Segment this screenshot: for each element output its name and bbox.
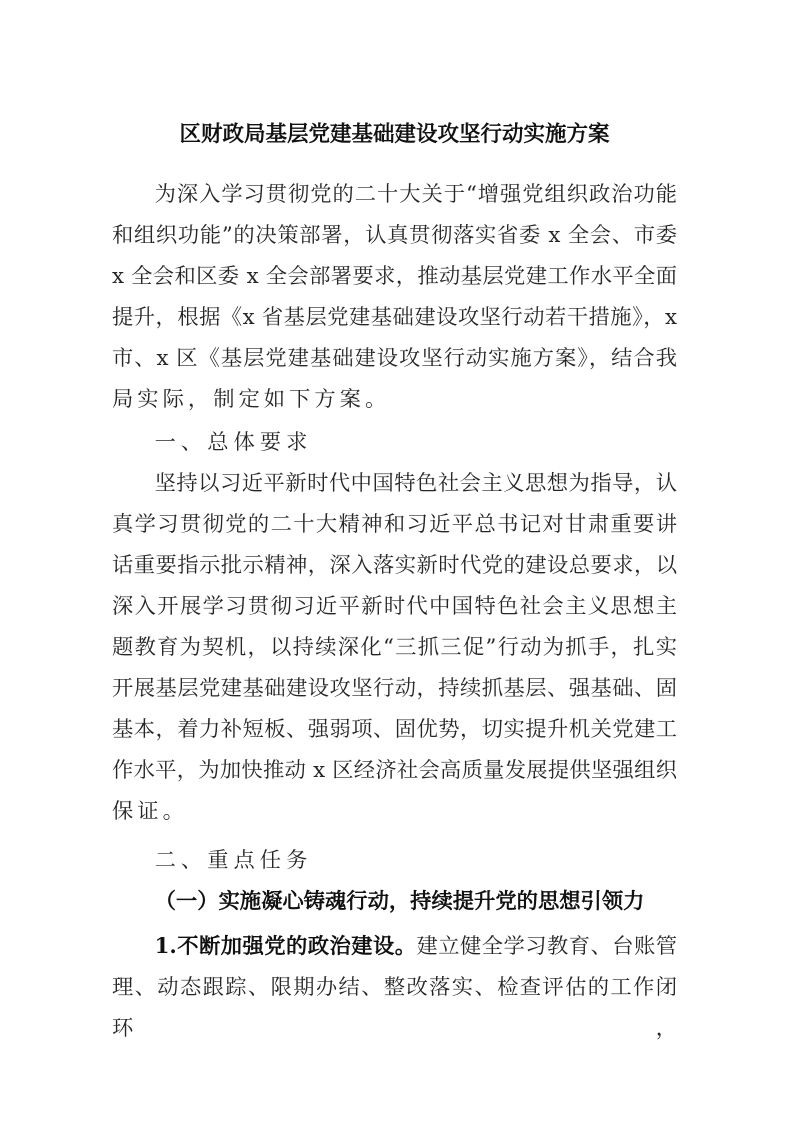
text-line: 保证。 [112,799,188,824]
text-line: 局实际，制定如下方案。 [112,387,391,412]
sub-section-heading: （一）实施凝心铸魂行动，持续提升党的思想引领力 [154,889,645,914]
text-line: 作水平，为加快推动 x 区经济社会高质量发展提供坚强组织 [112,758,677,783]
text-line: 开展基层党建基础建设攻坚行动，持续抓基层、强基础、固 [112,676,677,701]
bold-lead-text: 1.不断加强党的政治建设。 [154,934,417,959]
text-line: 理、动态跟踪、限期办结、整改落实、检查评估的工作闭环， [112,975,677,1041]
text-line: 题教育为契机，以持续深化“三抓三促”行动为抓手，扎实 [112,635,677,660]
section-heading: 二、重点任务 [154,848,313,873]
section-heading: 一、总体要求 [154,430,313,455]
text-line: 话重要指示批示精神，深入落实新时代党的建设总要求，以 [112,553,677,578]
document-body [112,174,677,1049]
text-line: 1.不断加强党的政治建设。建立健全学习教育、台账管 [154,934,677,959]
text-line: 深入开展学习贯彻习近平新时代中国特色社会主义思想主 [112,594,677,619]
text-line: 为深入学习贯彻党的二十大关于“增强党组织政治功能 [154,182,677,207]
text-line: 市、x 区《基层党建基础建设攻坚行动实施方案》，结合我 [112,346,677,371]
text-line: 提升，根据《x 省基层党建基础建设攻坚行动若干措施》，x [112,305,677,330]
text-line: 真学习贯彻党的二十大精神和习近平总书记对甘肃重要讲 [112,512,677,537]
text-line: x 全会和区委 x 全会部署要求，推动基层党建工作水平全面 [112,264,677,289]
document-title: 区财政局基层党建基础建设攻坚行动实施方案 [179,122,610,147]
text-line: 和组织功能”的决策部署，认真贯彻落实省委 x 全会、市委 [112,223,677,248]
text-line: 坚持以习近平新时代中国特色社会主义思想为指导，认 [154,471,677,496]
text-line: 基本，着力补短板、强弱项、固优势，切实提升机关党建工 [112,717,677,742]
